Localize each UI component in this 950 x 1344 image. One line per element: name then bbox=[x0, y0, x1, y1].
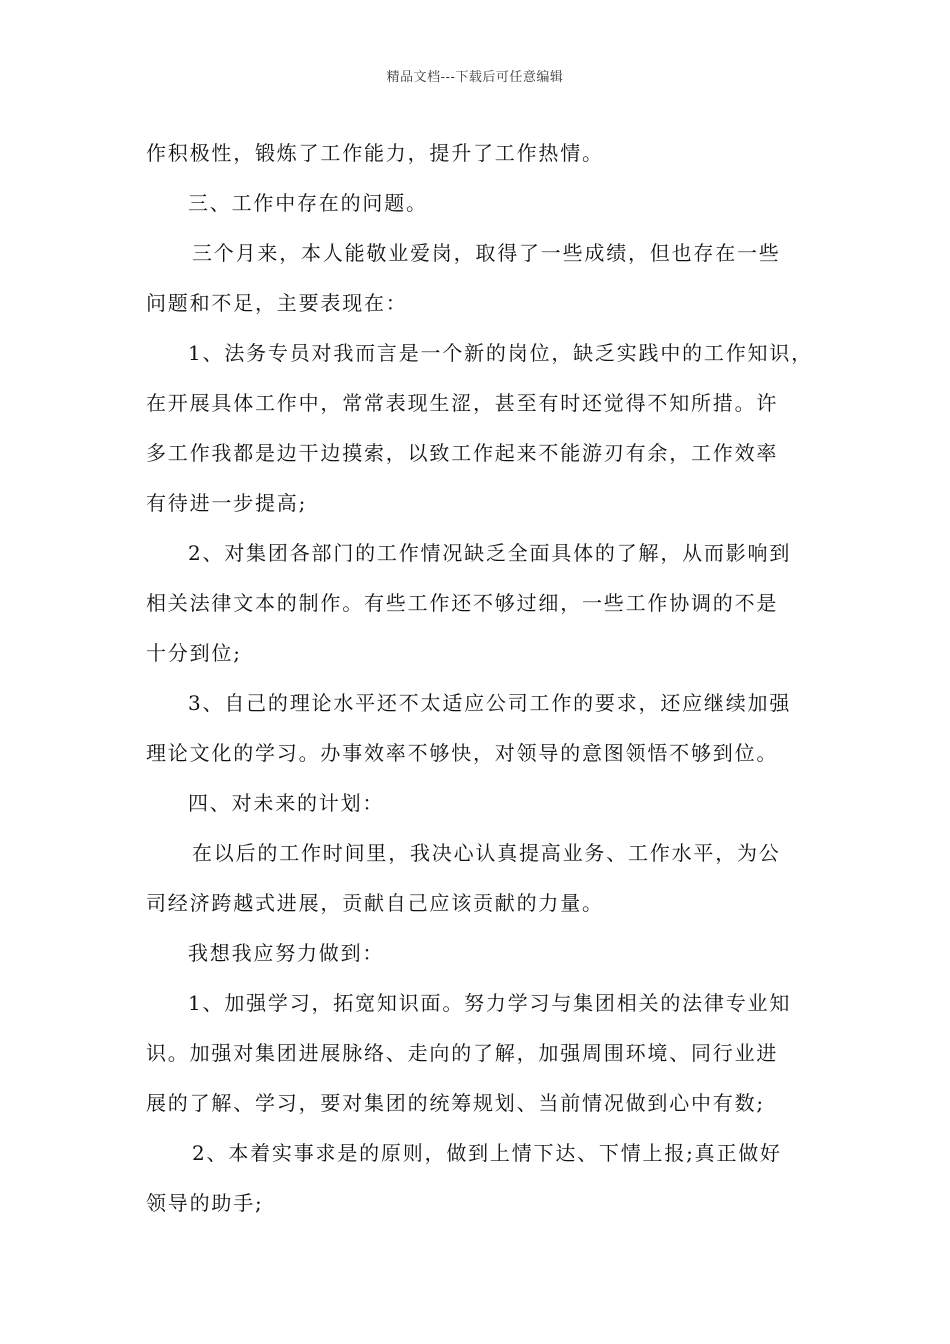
document-body bbox=[146, 128, 813, 1228]
body-line: 在以后的工作时间里，我决心认真提高业务、工作水平，为公 bbox=[192, 841, 781, 865]
body-line: 问题和不足，主要表现在： bbox=[146, 291, 408, 315]
body-line: 有待进一步提高; bbox=[146, 491, 308, 515]
body-line: 相关法律文本的制作。有些工作还不够过细，一些工作协调的不是 bbox=[146, 591, 779, 615]
body-line: 展的了解、学习，要对集团的统筹规划、当前情况做到心中有数; bbox=[146, 1091, 765, 1115]
body-line: 1、法务专员对我而言是一个新的岗位，缺乏实践中的工作知识， bbox=[188, 341, 813, 365]
body-line: 我想我应努力做到： bbox=[188, 941, 385, 965]
body-line: 领导的助手; bbox=[146, 1191, 264, 1215]
body-line: 2、对集团各部门的工作情况缺乏全面具体的了解，从而影响到 bbox=[188, 541, 792, 565]
body-line: 3、自己的理论水平还不太适应公司工作的要求，还应继续加强 bbox=[188, 691, 792, 715]
section-heading: 四、对未来的计划： bbox=[188, 791, 385, 815]
body-line: 司经济跨越式进展，贡献自己应该贡献的力量。 bbox=[146, 891, 604, 915]
body-line: 多工作我都是边干边摸索，以致工作起来不能游刃有余，工作效率 bbox=[146, 441, 779, 465]
body-line: 2、本着实事求是的原则，做到上情下达、下情上报;真正做好 bbox=[192, 1141, 782, 1165]
body-line: 1、加强学习，拓宽知识面。努力学习与集团相关的法律专业知 bbox=[188, 991, 792, 1015]
body-line: 在开展具体工作中，常常表现生涩，甚至有时还觉得不知所措。许 bbox=[146, 391, 779, 415]
page-header: 精品文档---下载后可任意编辑 bbox=[386, 70, 564, 85]
body-line: 理论文化的学习。办事效率不够快，对领导的意图领悟不够到位。 bbox=[146, 741, 779, 765]
section-heading: 三、工作中存在的问题。 bbox=[188, 191, 428, 215]
body-line: 十分到位; bbox=[146, 641, 242, 665]
body-line: 三个月来，本人能敬业爱岗，取得了一些成绩，但也存在一些 bbox=[192, 241, 781, 265]
body-line: 作积极性，锻炼了工作能力，提升了工作热情。 bbox=[146, 141, 604, 165]
body-line: 识。加强对集团进展脉络、走向的了解，加强周围环境、同行业进 bbox=[146, 1041, 779, 1065]
